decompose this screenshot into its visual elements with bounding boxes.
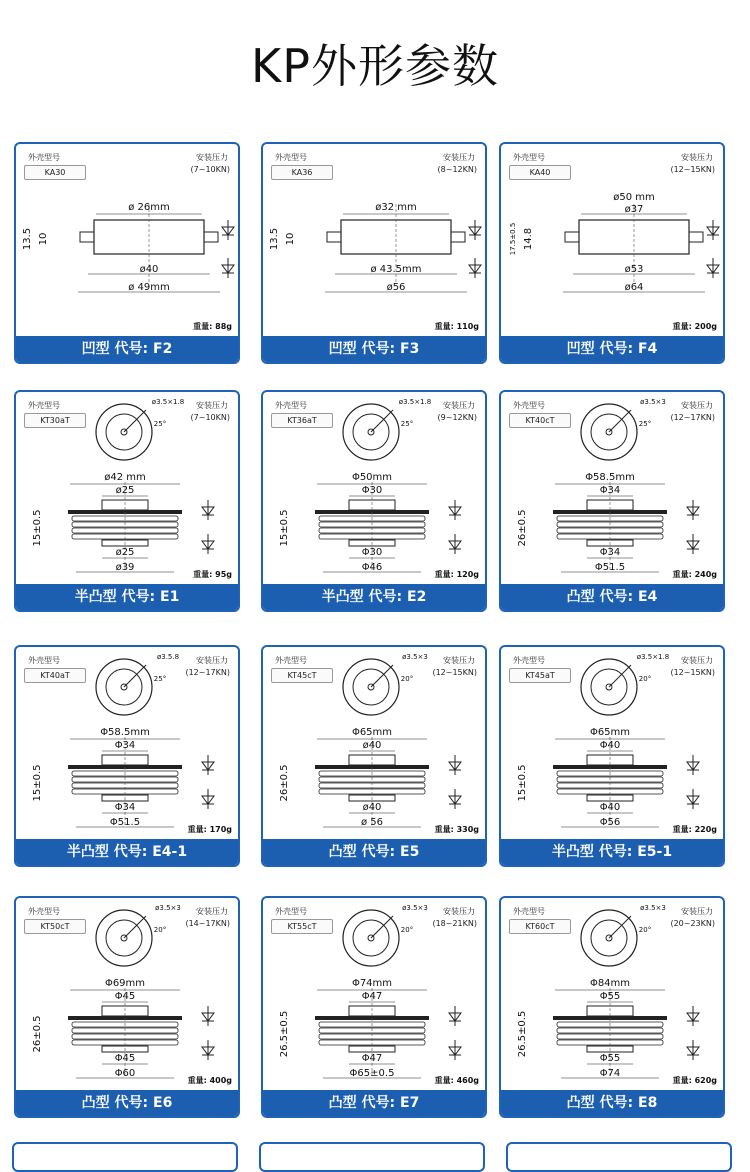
model-code: KT30aT [24, 413, 86, 428]
outline-drawing [16, 647, 238, 837]
pressure-label: 安装压力 [681, 907, 713, 916]
pressure-label: 安装压力 [443, 907, 475, 916]
outline-drawing [263, 898, 485, 1088]
weight-label: 重量: [672, 570, 695, 579]
dim-diameter-body: ø53 [624, 264, 644, 275]
outline-drawing [501, 144, 723, 334]
dim-height-inner: 14.8 [523, 227, 534, 251]
dim-diameter-outer: ø 49mm [128, 282, 170, 293]
diode-symbol-icon [687, 1006, 699, 1026]
diode-symbol-icon [687, 1040, 699, 1060]
dim-diameter-top: Φ30 [361, 485, 383, 496]
dim-diameter-bottom: Φ34 [599, 547, 621, 558]
dim-diameter-flange: ø42 mm [104, 472, 146, 483]
pin-hole-spec: ø3.5×1.8 [151, 398, 185, 406]
pin-angle: 25° [400, 420, 414, 428]
dim-height: 13.5 [269, 227, 280, 251]
weight-value: 95g [215, 570, 232, 579]
shell-type-label: 外壳型号 [513, 153, 545, 162]
shell-type-label: 外壳型号 [275, 401, 307, 410]
diode-symbol-icon [449, 1006, 461, 1026]
diode-symbol-icon [222, 258, 234, 278]
model-code: KA36 [271, 165, 333, 180]
pressure-label: 安装压力 [196, 656, 228, 665]
dim-diameter-body: Φ51.5 [109, 817, 141, 828]
diode-symbol-icon [687, 534, 699, 554]
pressure-value: (8~12KN) [437, 165, 477, 174]
pin-hole-spec: ø3.5×3 [640, 398, 666, 406]
pressure-value: (12~15KN) [670, 165, 715, 174]
dim-diameter-bottom: Φ30 [361, 547, 383, 558]
model-code: KT60cT [509, 919, 571, 934]
device-card-kt60ct [499, 896, 725, 1118]
type-code-footer: 半凸型 代号: E1 [16, 584, 238, 610]
outline-drawing [263, 392, 485, 582]
type-code-footer: 凸型 代号: E5 [263, 839, 485, 865]
dim-diameter-flange: Φ74mm [351, 978, 393, 989]
diode-symbol-icon [707, 220, 719, 240]
type-code-footer: 凹型 代号: F2 [16, 336, 238, 362]
dim-diameter-flange: Φ65mm [351, 727, 393, 738]
pressure-label: 安装压力 [196, 907, 228, 916]
pin-angle: 25° [638, 420, 652, 428]
diode-symbol-icon [687, 789, 699, 809]
dim-diameter-body: Φ56 [599, 817, 621, 828]
diode-symbol-icon [202, 1006, 214, 1026]
dim-diameter-top: ø25 [115, 485, 135, 496]
weight-label: 重量: [434, 1076, 457, 1085]
dim-diameter-top: ø32 mm [375, 202, 417, 213]
page-title: KP外形参数 [251, 39, 499, 93]
model-code: KT50cT [24, 919, 86, 934]
diode-symbol-icon [449, 755, 461, 775]
weight-label: 重量: [672, 322, 695, 331]
dim-diameter-bottom: ø25 [115, 547, 135, 558]
shell-type-label: 外壳型号 [513, 401, 545, 410]
diode-symbol-icon [202, 534, 214, 554]
pin-angle: 25° [153, 420, 167, 428]
dim-diameter-body: Φ51.5 [594, 562, 626, 573]
shell-type-label: 外壳型号 [28, 153, 60, 162]
dim-diameter-bottom: Φ47 [361, 1053, 383, 1064]
weight-value: 88g [215, 322, 232, 331]
type-code-footer: 凹型 代号: F3 [263, 336, 485, 362]
dim-diameter-top: Φ45 [114, 991, 136, 1002]
weight-label: 重量: [187, 825, 210, 834]
dim-diameter-top: Φ34 [114, 740, 136, 751]
type-code-footer: 凸型 代号: E6 [16, 1090, 238, 1116]
weight-value: 110g [456, 322, 479, 331]
partial-card-2 [259, 1142, 485, 1172]
dim-height: 15±0.5 [279, 509, 290, 547]
pressure-value: (12~15KN) [670, 668, 715, 677]
weight-value: 460g [456, 1076, 479, 1085]
model-code: KT36aT [271, 413, 333, 428]
dim-diameter-flange: Φ58.5mm [100, 727, 150, 738]
pressure-value: (20~23KN) [670, 919, 715, 928]
dim-diameter-bottom: Φ34 [114, 802, 136, 813]
pressure-label: 安装压力 [443, 656, 475, 665]
dim-diameter-body: Φ65±0.5 [349, 1068, 395, 1079]
pressure-value: (7~10KN) [190, 165, 230, 174]
dim-diameter-body: ø39 [115, 562, 135, 573]
dim-height: 15±0.5 [32, 764, 43, 802]
dim-height: 26.5±0.5 [517, 1010, 528, 1058]
pressure-value: (12~15KN) [432, 668, 477, 677]
type-code-footer: 半凸型 代号: E5-1 [501, 839, 723, 865]
outline-drawing [501, 647, 723, 837]
dim-diameter-top: Φ40 [599, 740, 621, 751]
pin-angle: 25° [153, 675, 167, 683]
pin-angle: 20° [400, 926, 414, 934]
model-code: KT40cT [509, 413, 571, 428]
pin-hole-spec: ø3.5×1.8 [636, 653, 670, 661]
pin-angle: 20° [638, 926, 652, 934]
pin-hole-spec: ø3.5×3 [640, 904, 666, 912]
type-code-footer: 半凸型 代号: E2 [263, 584, 485, 610]
model-code: KA40 [509, 165, 571, 180]
model-code: KT40aT [24, 668, 86, 683]
weight-value: 240g [694, 570, 717, 579]
diode-symbol-icon [202, 789, 214, 809]
pin-hole-spec: ø3.5×1.8 [398, 398, 432, 406]
dim-diameter-top: ø 26mm [128, 202, 170, 213]
device-card-kt50ct [14, 896, 240, 1118]
outline-drawing [263, 144, 485, 334]
device-card-kt40at [14, 645, 240, 867]
pressure-value: (12~17KN) [670, 413, 715, 422]
model-code: KT45aT [509, 668, 571, 683]
dim-diameter-flange: Φ58.5mm [585, 472, 635, 483]
dim-diameter-flange: Φ69mm [104, 978, 146, 989]
device-card-kt40ct [499, 390, 725, 612]
dim-height: 26±0.5 [32, 1015, 43, 1053]
diode-symbol-icon [202, 500, 214, 520]
diode-symbol-icon [469, 258, 481, 278]
dim-diameter-body: ø40 [139, 264, 159, 275]
dim-diameter-outer: ø64 [624, 282, 644, 293]
model-code: KT45cT [271, 668, 333, 683]
shell-type-label: 外壳型号 [513, 656, 545, 665]
type-code-footer: 凹型 代号: F4 [501, 336, 723, 362]
diode-symbol-icon [687, 755, 699, 775]
shell-type-label: 外壳型号 [275, 153, 307, 162]
pressure-value: (9~12KN) [437, 413, 477, 422]
pin-angle: 20° [638, 675, 652, 683]
weight-label: 重量: [434, 825, 457, 834]
partial-card-1 [12, 1142, 238, 1172]
weight-value: 120g [456, 570, 479, 579]
weight-value: 400g [209, 1076, 232, 1085]
shell-type-label: 外壳型号 [275, 907, 307, 916]
shell-type-label: 外壳型号 [28, 401, 60, 410]
dim-height-inner: 10 [285, 232, 296, 246]
diode-symbol-icon [449, 1040, 461, 1060]
dim-diameter-body: Φ46 [361, 562, 383, 573]
dim-diameter-body: Φ74 [599, 1068, 621, 1079]
dim-diameter-top: Φ47 [361, 991, 383, 1002]
model-code: KT55cT [271, 919, 333, 934]
diode-symbol-icon [202, 755, 214, 775]
pin-hole-spec: ø3.5.8 [156, 653, 180, 661]
weight-label: 重量: [187, 1076, 210, 1085]
dim-height: 26±0.5 [279, 764, 290, 802]
outline-drawing [501, 898, 723, 1088]
device-card-kt55ct [261, 896, 487, 1118]
dim-diameter-body: ø 56 [360, 817, 384, 828]
dim-diameter-flange: Φ50mm [351, 472, 393, 483]
diode-symbol-icon [469, 220, 481, 240]
outline-drawing [16, 392, 238, 582]
device-card-ka40 [499, 142, 725, 364]
dim-height: 15±0.5 [32, 509, 43, 547]
dim-diameter-bottom: Φ55 [599, 1053, 621, 1064]
pressure-value: (14~17KN) [185, 919, 230, 928]
pin-hole-spec: ø3.5×3 [155, 904, 181, 912]
dim-diameter-inner: ø37 [624, 204, 644, 215]
diode-symbol-icon [222, 220, 234, 240]
device-card-kt36at [261, 390, 487, 612]
dim-diameter-body: Φ60 [114, 1068, 136, 1079]
diode-symbol-icon [707, 258, 719, 278]
pin-angle: 20° [400, 675, 414, 683]
type-code-footer: 凸型 代号: E8 [501, 1090, 723, 1116]
diode-symbol-icon [449, 500, 461, 520]
dim-diameter-body: ø 43.5mm [370, 264, 422, 275]
dim-height-inner: 10 [38, 232, 49, 246]
outline-drawing [16, 898, 238, 1088]
device-card-ka30 [14, 142, 240, 364]
weight-value: 330g [456, 825, 479, 834]
dim-diameter-bottom: Φ45 [114, 1053, 136, 1064]
outline-drawing [16, 144, 238, 334]
pressure-value: (12~17KN) [185, 668, 230, 677]
pressure-label: 安装压力 [196, 153, 228, 162]
pressure-value: (7~10KN) [190, 413, 230, 422]
pressure-label: 安装压力 [196, 401, 228, 410]
dim-diameter-flange: Φ65mm [589, 727, 631, 738]
dim-height: 13.5 [22, 227, 33, 251]
pressure-label: 安装压力 [681, 656, 713, 665]
dim-height: 15±0.5 [517, 764, 528, 802]
shell-type-label: 外壳型号 [275, 656, 307, 665]
dim-diameter-bottom: ø40 [362, 802, 382, 813]
shell-type-label: 外壳型号 [513, 907, 545, 916]
outline-drawing [263, 647, 485, 837]
type-code-footer: 半凸型 代号: E4-1 [16, 839, 238, 865]
partial-card-3 [506, 1142, 732, 1172]
dim-height: 26±0.5 [517, 509, 528, 547]
weight-label: 重量: [193, 322, 216, 331]
pressure-value: (18~21KN) [432, 919, 477, 928]
dim-height: 26.5±0.5 [279, 1010, 290, 1058]
device-card-kt45at [499, 645, 725, 867]
shell-type-label: 外壳型号 [28, 907, 60, 916]
pin-hole-spec: ø3.5×3 [402, 653, 428, 661]
weight-label: 重量: [193, 570, 216, 579]
weight-label: 重量: [672, 825, 695, 834]
dim-diameter-top: ø40 [362, 740, 382, 751]
outline-drawing [501, 392, 723, 582]
dim-height: 17.5±0.5 [509, 222, 517, 256]
weight-value: 220g [694, 825, 717, 834]
pin-angle: 20° [153, 926, 167, 934]
weight-value: 170g [209, 825, 232, 834]
pressure-label: 安装压力 [443, 153, 475, 162]
weight-label: 重量: [434, 322, 457, 331]
type-code-footer: 凸型 代号: E7 [263, 1090, 485, 1116]
dim-diameter-top: Φ34 [599, 485, 621, 496]
dim-diameter-flange: Φ84mm [589, 978, 631, 989]
type-code-footer: 凸型 代号: E4 [501, 584, 723, 610]
weight-value: 620g [694, 1076, 717, 1085]
model-code: KA30 [24, 165, 86, 180]
pin-hole-spec: ø3.5×3 [402, 904, 428, 912]
shell-type-label: 外壳型号 [28, 656, 60, 665]
diode-symbol-icon [202, 1040, 214, 1060]
weight-label: 重量: [672, 1076, 695, 1085]
pressure-label: 安装压力 [681, 401, 713, 410]
device-card-ka36 [261, 142, 487, 364]
weight-value: 200g [694, 322, 717, 331]
diode-symbol-icon [449, 534, 461, 554]
pressure-label: 安装压力 [443, 401, 475, 410]
diode-symbol-icon [449, 789, 461, 809]
dim-diameter-top: ø50 mm [613, 192, 655, 203]
device-card-kt30at [14, 390, 240, 612]
dim-diameter-outer: ø56 [386, 282, 406, 293]
weight-label: 重量: [434, 570, 457, 579]
diode-symbol-icon [687, 500, 699, 520]
dim-diameter-top: Φ55 [599, 991, 621, 1002]
device-card-kt45ct [261, 645, 487, 867]
pressure-label: 安装压力 [681, 153, 713, 162]
dim-diameter-bottom: Φ40 [599, 802, 621, 813]
